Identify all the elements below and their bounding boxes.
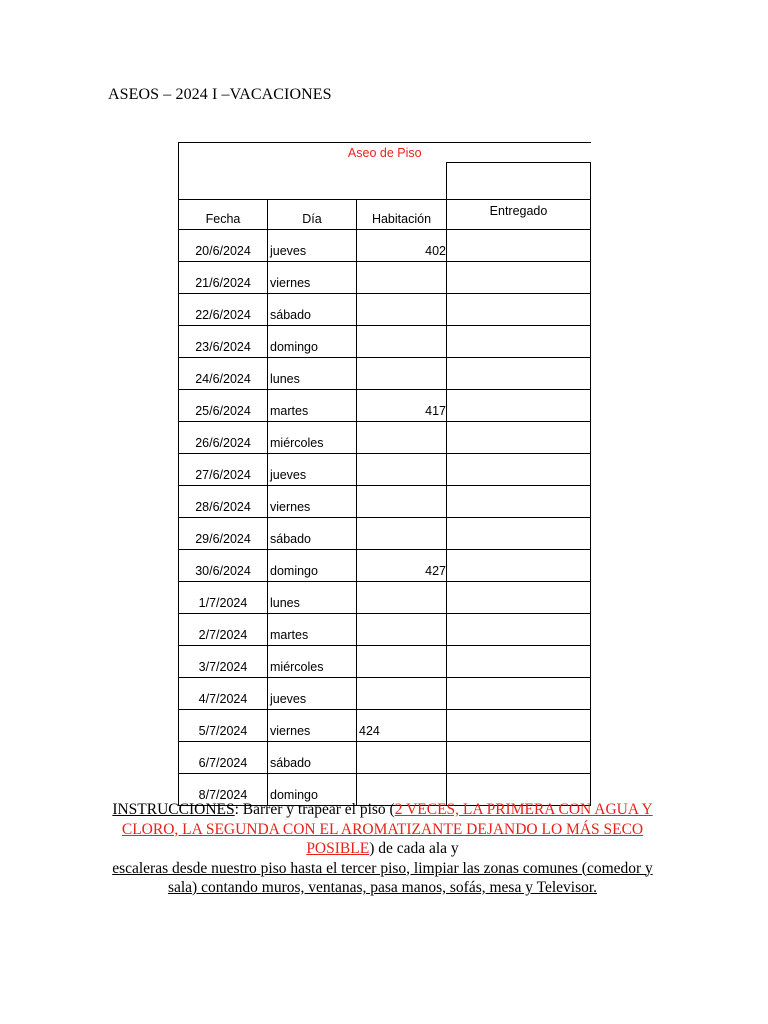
cell-entregado [447, 486, 591, 518]
table-row [179, 358, 591, 390]
instructions-part2: ) de cada ala y [369, 840, 459, 857]
cell-fecha: 26/6/2024 [179, 422, 268, 454]
cell-habitacion [357, 454, 447, 486]
cell-dia: domingo [268, 774, 357, 806]
table-row [179, 678, 591, 710]
instructions-part1: : Barrer y trapear el piso ( [234, 801, 395, 818]
table-row [179, 742, 591, 774]
table-row [179, 326, 591, 358]
cell-fecha: 30/6/2024 [179, 550, 268, 582]
header-dia: Día [268, 200, 357, 230]
header-row [179, 200, 591, 230]
cell-fecha: 23/6/2024 [179, 326, 268, 358]
cell-dia: martes [268, 614, 357, 646]
cell-dia: viernes [268, 710, 357, 742]
cell-entregado [447, 646, 591, 678]
blank-row [179, 163, 591, 200]
instructions-paragraph [110, 800, 655, 898]
cell-fecha: 6/7/2024 [179, 742, 268, 774]
cell-fecha: 28/6/2024 [179, 486, 268, 518]
cell-dia: miércoles [268, 646, 357, 678]
cell-habitacion [357, 422, 447, 454]
table-row [179, 262, 591, 294]
instructions-lead: INSTRUCCIONES [112, 801, 235, 818]
table-caption: Aseo de Piso [179, 143, 591, 163]
cell-entregado [447, 614, 591, 646]
blank-cell [179, 163, 447, 200]
instructions-part3: escaleras desde nuestro piso hasta el tercer piso, limpiar las zonas comunes (comedor y sala) contando muros, ventanas, pasa manos, sofás, mesa y Televisor. [112, 859, 653, 896]
cell-entregado [447, 326, 591, 358]
cell-fecha: 4/7/2024 [179, 678, 268, 710]
cell-habitacion: 402 [357, 230, 447, 262]
cell-habitacion [357, 358, 447, 390]
cell-habitacion: 427 [357, 550, 447, 582]
cell-habitacion [357, 326, 447, 358]
table-row [179, 614, 591, 646]
header-fecha: Fecha [179, 200, 268, 230]
table-row [179, 550, 591, 582]
cell-entregado [447, 358, 591, 390]
cell-habitacion [357, 582, 447, 614]
blank-cell-entregado [447, 163, 591, 200]
cell-entregado [447, 518, 591, 550]
cell-entregado [447, 550, 591, 582]
table-row [179, 294, 591, 326]
cell-dia: jueves [268, 678, 357, 710]
cell-entregado [447, 582, 591, 614]
cell-fecha: 27/6/2024 [179, 454, 268, 486]
cell-entregado [447, 742, 591, 774]
cell-habitacion [357, 262, 447, 294]
cell-dia: sábado [268, 518, 357, 550]
cell-fecha: 5/7/2024 [179, 710, 268, 742]
cell-dia: lunes [268, 582, 357, 614]
cell-entregado [447, 262, 591, 294]
table-row [179, 454, 591, 486]
cell-dia: domingo [268, 326, 357, 358]
cell-habitacion: 424 [357, 710, 447, 742]
cell-fecha: 22/6/2024 [179, 294, 268, 326]
table-row [179, 518, 591, 550]
schedule-table [178, 142, 591, 806]
table-row [179, 582, 591, 614]
cell-entregado [447, 422, 591, 454]
header-entregado: Entregado [447, 200, 591, 230]
instructions-red-emphasis: 2 VECES, LA PRIMERA CON AGUA Y CLORO, LA SEGUNDA CON EL AROMATIZANTE DEJANDO LO MÁS SECO POSIBLE [121, 801, 653, 857]
cell-habitacion [357, 742, 447, 774]
cell-entregado [447, 710, 591, 742]
cell-habitacion [357, 678, 447, 710]
cell-fecha: 3/7/2024 [179, 646, 268, 678]
cell-dia: jueves [268, 230, 357, 262]
table-row [179, 230, 591, 262]
cell-entregado [447, 678, 591, 710]
header-habitacion: Habitación [357, 200, 447, 230]
cell-dia: viernes [268, 486, 357, 518]
cell-habitacion: 417 [357, 390, 447, 422]
table-row [179, 646, 591, 678]
cell-fecha: 29/6/2024 [179, 518, 268, 550]
cell-entregado [447, 454, 591, 486]
cell-fecha: 20/6/2024 [179, 230, 268, 262]
cell-dia: viernes [268, 262, 357, 294]
cell-fecha: 25/6/2024 [179, 390, 268, 422]
cell-dia: sábado [268, 294, 357, 326]
cell-dia: miércoles [268, 422, 357, 454]
table-row [179, 486, 591, 518]
cell-habitacion [357, 614, 447, 646]
cell-fecha: 8/7/2024 [179, 774, 268, 806]
cell-fecha: 24/6/2024 [179, 358, 268, 390]
cell-fecha: 21/6/2024 [179, 262, 268, 294]
cell-fecha: 2/7/2024 [179, 614, 268, 646]
cell-fecha: 1/7/2024 [179, 582, 268, 614]
cell-dia: lunes [268, 358, 357, 390]
cell-dia: sábado [268, 742, 357, 774]
cell-dia: domingo [268, 550, 357, 582]
cell-habitacion [357, 646, 447, 678]
cell-dia: jueves [268, 454, 357, 486]
table-row [179, 710, 591, 742]
cell-entregado [447, 390, 591, 422]
table-row [179, 422, 591, 454]
table-row [179, 390, 591, 422]
cell-habitacion [357, 294, 447, 326]
cell-habitacion [357, 518, 447, 550]
cell-entregado [447, 230, 591, 262]
caption-row [179, 143, 591, 163]
cell-dia: martes [268, 390, 357, 422]
document-title: ASEOS – 2024 I –VACACIONES [108, 86, 332, 103]
cell-entregado [447, 294, 591, 326]
cell-habitacion [357, 486, 447, 518]
